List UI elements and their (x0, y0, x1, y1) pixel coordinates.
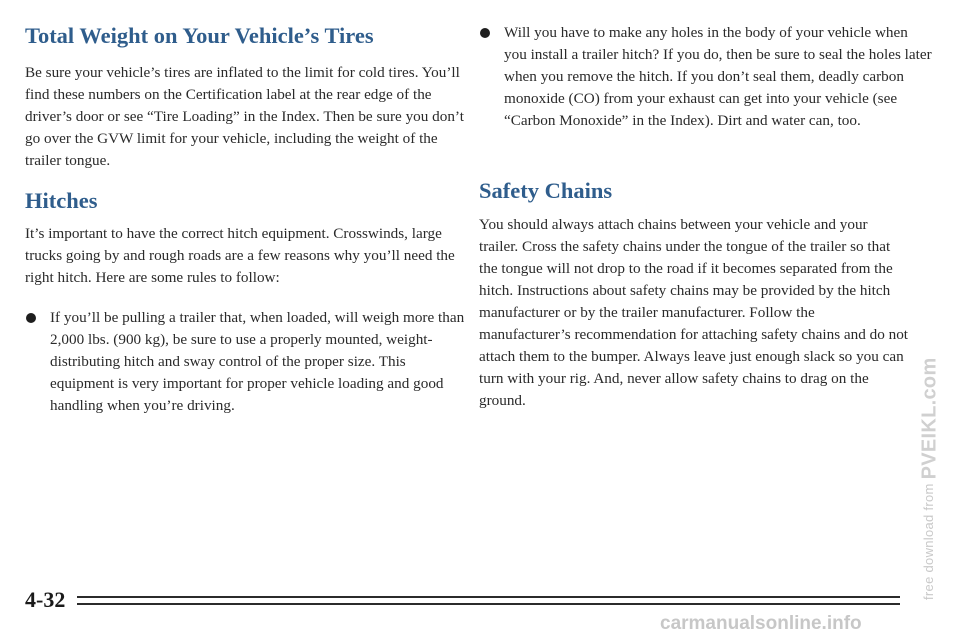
side-watermark (915, 357, 944, 600)
side-watermark-brand: PVEIKL.com (918, 357, 941, 480)
bullet-icon (480, 28, 490, 38)
bottom-watermark: carmanualsonline.info (660, 613, 862, 634)
section-heading-hitches: Hitches (25, 188, 98, 213)
bullet-item-trailer-weight (25, 307, 465, 417)
bullet-item-body-holes (479, 22, 934, 132)
bullet-text-body-holes: Will you have to make any holes in the body of your vehicle when you install a trailer hitch? If you do, then be sure to seal the holes later when you remove the hitch. If you don’t seal them, deadly carbon monoxide (CO) from your exhaust can get into your vehicle (see “Carbon Monoxide” in the Index). Dirt and water can, too. (504, 24, 932, 129)
bullet-text-trailer-weight: If you’ll be pulling a trailer that, when loaded, will weigh more than 2,000 lbs. (900 kg), be sure to use a properly mounted, weight-distributing hitch and sway control of the proper size. This equipment is very important for proper vehicle loading and good handling when you’re driving. (50, 309, 465, 414)
section-heading-total-weight: Total Weight on Your Vehicle’s Tires (25, 23, 374, 48)
paragraph-total-weight: Be sure your vehicle’s tires are inflated to the limit for cold tires. You’ll find these numbers on the Certification label at the rear edge of the driver’s door or see “Tire Loading” in the Index. Then be sure you don’t go over the GVW limit for your vehicle, including the weight of the trailer tongue. (25, 64, 464, 169)
side-watermark-prefix: free download from (921, 483, 936, 600)
bullet-icon (26, 313, 36, 323)
paragraph-hitches: It’s important to have the correct hitch equipment. Crosswinds, large trucks going by and rough roads are a few reasons why you’ll need the right hitch. Here are some rules to follow: (25, 225, 455, 286)
section-heading-safety-chains: Safety Chains (479, 178, 613, 203)
paragraph-safety-chains: You should always attach chains between your vehicle and your trailer. Cross the safety chains under the tongue of the trailer so that the tongue will not drop to the road if it becomes separated from the hitch. Instructions about safety chains may be provided by the hitch manufacturer or by the trailer manufacturer. Follow the manufacturer’s recommendation for attaching safety chains and do not attach them to the bumper. Always leave just enough slack so you can turn with your rig. And, never allow safety chains to drag on the ground. (479, 216, 909, 409)
page-footer (25, 588, 900, 612)
footer-rule-bottom (77, 603, 900, 605)
page-number: 4-32 (25, 587, 66, 612)
footer-rule-top (77, 596, 900, 598)
